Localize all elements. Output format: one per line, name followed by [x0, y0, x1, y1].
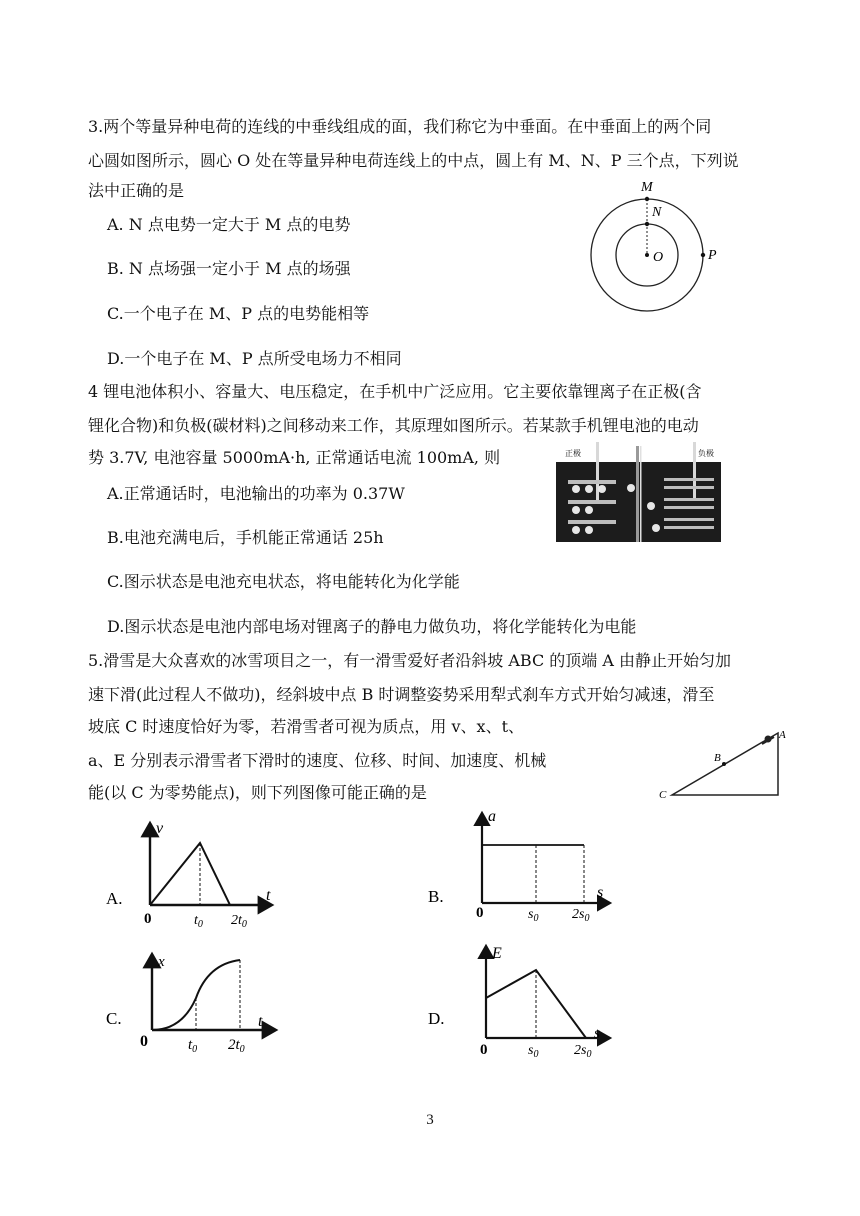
graph-a-ylabel: v — [156, 820, 164, 837]
q5-stem-line-1: 5.滑雪是大众喜欢的冰雪项目之一，有一滑雪爱好者沿斜坡 ABC 的顶端 A 由静止开始匀加 — [88, 651, 732, 670]
graph-a-tick-1: $t_0$ — [194, 913, 203, 930]
graph-c-xlabel: t — [258, 1013, 263, 1030]
graph-d-tick-1: $s_0$ — [528, 1043, 539, 1060]
q3-stem-line-3: 法中正确的是 — [88, 181, 185, 200]
graph-d-e-s — [420, 940, 620, 1060]
graph-b-tick-2: $2s_0$ — [572, 907, 590, 924]
graph-a-option: A. — [106, 889, 123, 908]
lithium-battery-figure — [556, 442, 726, 544]
q5-stem-line-4: a、E 分别表示滑雪者下滑时的速度、位移、时间、加速度、机械 — [88, 751, 547, 770]
graph-b-ylabel: a — [488, 808, 496, 825]
graph-a-xlabel: t — [266, 887, 271, 904]
q3-option-c: C.一个电子在 M、P 点的电势能相等 — [107, 304, 370, 323]
graph-c-ylabel: x — [158, 954, 165, 970]
q5-stem-line-5: 能(以 C 为零势能点)，则下列图像可能正确的是 — [88, 783, 427, 802]
graph-b-origin: 0 — [476, 905, 484, 921]
graph-b-xlabel: s — [597, 884, 604, 901]
positive-label: 正极 — [565, 449, 581, 458]
q4-option-b: B.电池充满电后，手机能正常通话 25h — [107, 528, 384, 547]
graph-d-option: D. — [428, 1009, 445, 1028]
label-b: B — [714, 752, 721, 764]
ski-slope-figure — [650, 725, 785, 805]
q4-stem-line-1: 4 锂电池体积小、容量大、电压稳定，在手机中广泛应用。它主要依靠锂离子在正极(含 — [88, 382, 702, 401]
graph-c-option: C. — [106, 1009, 122, 1028]
label-a: A — [779, 729, 786, 741]
q4-option-c: C.图示状态是电池充电状态，将电能转化为化学能 — [107, 572, 460, 591]
graph-a-origin: 0 — [144, 911, 152, 927]
negative-label: 负极 — [698, 449, 714, 458]
graph-d-ylabel: E — [492, 945, 502, 962]
graph-d-xlabel: s — [594, 1025, 601, 1042]
label-p: P — [708, 248, 717, 263]
label-m: M — [641, 180, 653, 195]
page-number: 3 — [426, 1112, 434, 1128]
q3-option-b: B. N 点场强一定小于 M 点的场强 — [107, 259, 351, 278]
q5-stem-line-2: 速下滑(此过程人不做功)，经斜坡中点 B 时调整姿势采用犁式刹车方式开始匀减速，滑至 — [88, 685, 715, 704]
q4-option-a: A.正常通话时，电池输出的功率为 0.37W — [107, 484, 405, 503]
q3-stem-line-1: 3.两个等量异种电荷的连线的中垂线组成的面，我们称它为中垂面。在中垂面上的两个同 — [88, 117, 712, 136]
graph-c-tick-2: $2t_0$ — [228, 1037, 245, 1055]
concentric-circles-figure — [585, 175, 735, 325]
label-c: C — [659, 789, 667, 801]
q4-stem-line-3: 势 3.7V, 电池容量 5000mA·h, 正常通话电流 100mA, 则 — [88, 448, 501, 467]
graph-d-origin: 0 — [480, 1042, 488, 1058]
graph-d-tick-2: $2s_0$ — [574, 1043, 592, 1060]
q3-stem-line-2: 心圆如图所示，圆心 O 处在等量异种电荷连线上的中点，圆上有 M、N、P 三个点，下列说 — [88, 151, 739, 170]
graph-c-origin: 0 — [140, 1033, 148, 1050]
q4-option-d: D.图示状态是电池内部电场对锂离子的静电力做负功，将化学能转化为电能 — [107, 617, 637, 636]
q3-option-a: A. N 点电势一定大于 M 点的电势 — [107, 215, 351, 234]
graph-a-tick-2: $2t_0$ — [231, 913, 247, 930]
q3-option-d: D.一个电子在 M、P 点所受电场力不相同 — [107, 349, 402, 368]
graph-a-v-t — [100, 815, 290, 933]
graph-b-tick-1: $s_0$ — [528, 907, 539, 924]
graph-b-option: B. — [428, 887, 444, 906]
q5-stem-line-3: 坡底 C 时速度恰好为零，若滑雪者可视为质点，用 v、x、t、 — [88, 717, 524, 736]
label-n: N — [652, 205, 662, 220]
label-o: O — [653, 250, 664, 265]
graph-c-x-t — [100, 948, 290, 1058]
graph-c-tick-1: $t_0$ — [188, 1037, 198, 1055]
graph-b-a-s — [420, 805, 620, 923]
q4-stem-line-2: 锂化合物)和负极(碳材料)之间移动来工作，其原理如图所示。若某款手机锂电池的电动 — [88, 416, 699, 435]
